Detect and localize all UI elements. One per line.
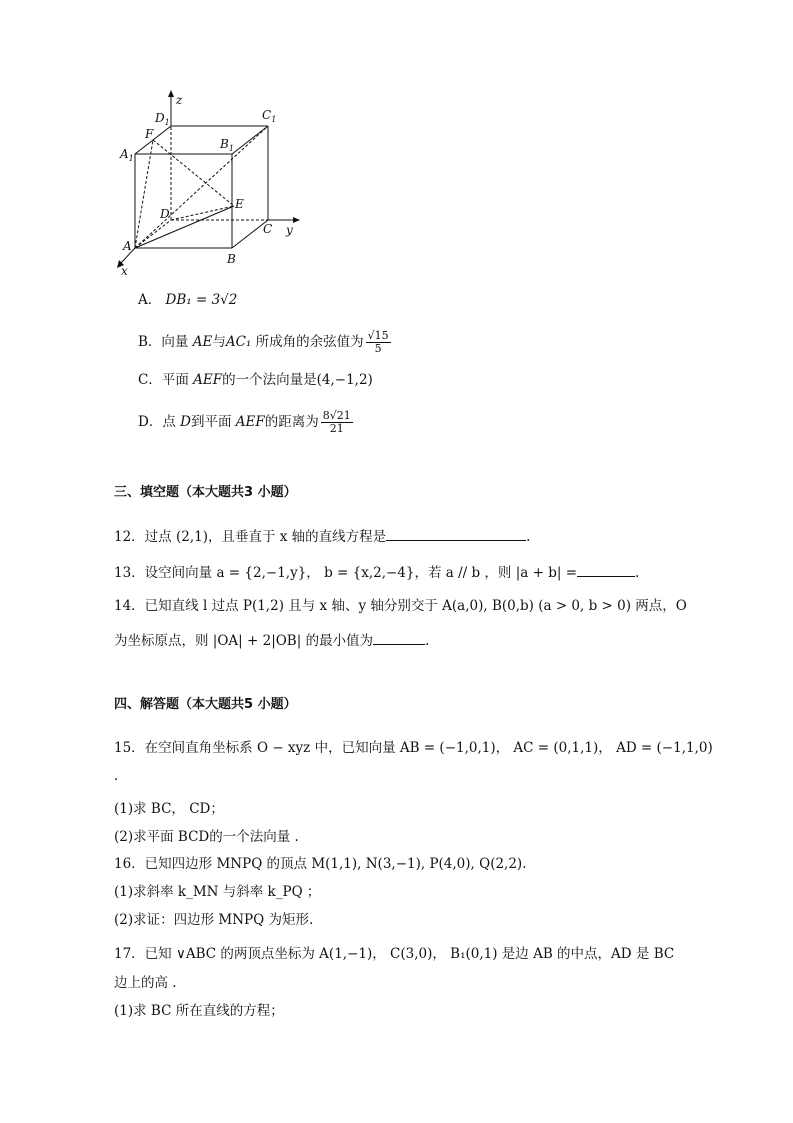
question-15-part-1: (1)求 BC， CD； bbox=[114, 801, 224, 817]
section-3-title: 三、填空题（本大题共3 小题） bbox=[114, 485, 297, 500]
question-17-part-1: (1)求 BC 所在直线的方程； bbox=[114, 1003, 284, 1019]
option-c-vector: (4,−1,2) bbox=[316, 372, 373, 388]
option-b-vector-1: AE bbox=[192, 334, 213, 350]
question-15-part-2: (2)求平面 BCD的一个法向量 . bbox=[114, 829, 299, 845]
y-axis-arrow bbox=[293, 217, 300, 223]
question-14-end: . bbox=[425, 633, 430, 649]
option-b-vector-2: AC₁ bbox=[225, 334, 252, 350]
option-d-fraction bbox=[321, 410, 353, 435]
label-C: C bbox=[263, 222, 273, 236]
cube-figure bbox=[105, 88, 315, 278]
option-c bbox=[138, 370, 373, 390]
question-14-text: 为坐标原点，则 |OA| + 2|OB| 的最小值为 bbox=[114, 633, 374, 649]
option-d-suffix: 的距离为 bbox=[264, 414, 319, 430]
question-12-text: 12．过点 (2,1)，且垂直于 x 轴的直线方程是 bbox=[114, 529, 387, 545]
label-B: B bbox=[227, 252, 236, 266]
option-d-prefix: D．点 bbox=[138, 414, 181, 430]
question-12-end: . bbox=[526, 529, 531, 545]
option-c-plane: AEF bbox=[193, 372, 223, 388]
option-b-numerator: √15 bbox=[367, 329, 389, 342]
segment-A-C1 bbox=[135, 126, 268, 248]
option-c-suffix: 的一个法向量是 bbox=[222, 372, 317, 388]
label-D: D bbox=[160, 207, 170, 221]
option-b-denominator: 5 bbox=[374, 342, 382, 355]
question-17-line-2: 边上的高 . bbox=[114, 975, 177, 991]
question-16-line-1: 16．已知四边形 MNPQ 的顶点 M(1,1), N(3,−1), P(4,0), Q(2,2). bbox=[114, 856, 527, 872]
segment-A-E bbox=[135, 206, 234, 248]
edge-B1-C1 bbox=[232, 126, 268, 154]
option-d bbox=[138, 410, 355, 435]
question-14-line-2 bbox=[114, 630, 429, 651]
label-y: y bbox=[286, 223, 293, 237]
section-4-title: 四、解答题（本大题共5 小题） bbox=[114, 697, 297, 712]
question-13-end: . bbox=[635, 565, 640, 581]
question-12-blank[interactable] bbox=[386, 526, 526, 541]
question-15-line-1: 15．在空间直角坐标系 O − xyz 中，已知向量 AB = (−1,0,1)， AC = (0,1,1)， AD = (−1,1,0) bbox=[114, 740, 713, 756]
option-c-prefix: C．平面 bbox=[138, 372, 194, 388]
option-a-expr: DB₁ = 3√2 bbox=[165, 292, 238, 308]
option-d-plane: AEF bbox=[235, 414, 265, 430]
question-16-part-2: (2)求证：四边形 MNPQ 为矩形. bbox=[114, 912, 314, 928]
label-B1: $B_1$ bbox=[220, 137, 234, 153]
option-b-suffix: 所成角的余弦值为 bbox=[255, 334, 364, 350]
question-13-blank[interactable] bbox=[577, 562, 635, 577]
question-17-line-1: 17．已知 ∨ABC 的两顶点坐标为 A(1,−1)， C(3,0)， B₁(0,1) 是边 AB 的中点，AD 是 BC bbox=[114, 946, 675, 962]
segment-D-E bbox=[171, 206, 234, 220]
option-d-mid: 到平面 bbox=[190, 414, 232, 430]
hidden-edge-A-D bbox=[135, 220, 171, 248]
label-C1: $C_1$ bbox=[262, 108, 277, 124]
option-a-prefix: A． bbox=[138, 292, 162, 308]
z-axis-arrow bbox=[168, 90, 174, 97]
option-d-numerator: 8√21 bbox=[322, 409, 351, 422]
option-b-mid: 与 bbox=[212, 334, 226, 350]
question-14-blank[interactable] bbox=[373, 630, 425, 645]
label-E: E bbox=[235, 197, 244, 211]
question-16-part-1: (1)求斜率 k_MN 与斜率 k_PQ ； bbox=[114, 884, 321, 900]
label-D1: $D_1$ bbox=[155, 111, 170, 127]
label-A1: $A_1$ bbox=[120, 147, 134, 163]
option-b bbox=[138, 330, 393, 355]
option-a bbox=[138, 290, 237, 310]
option-b-fraction bbox=[366, 330, 391, 355]
question-12 bbox=[114, 526, 530, 547]
label-A: A bbox=[123, 239, 132, 253]
question-13 bbox=[114, 562, 639, 583]
option-b-prefix: B．向量 bbox=[138, 334, 193, 350]
question-15-line-2: . bbox=[114, 768, 119, 784]
label-F: F bbox=[145, 127, 154, 141]
segment-A-F bbox=[135, 140, 153, 248]
label-x: x bbox=[121, 264, 128, 278]
label-z: z bbox=[176, 93, 183, 107]
question-13-text: 13．设空间向量 a = {2,−1,y}， b = {x,2,−4}，若 a // b ，则 |a + b| = bbox=[114, 565, 578, 581]
question-14-line-1: 14．已知直线 l 过点 P(1,2) 且与 x 轴、y 轴分别交于 A(a,0), B(0,b) (a > 0, b > 0) 两点，O bbox=[114, 598, 687, 614]
option-d-denominator: 21 bbox=[329, 422, 344, 435]
option-d-point: D bbox=[180, 414, 191, 430]
